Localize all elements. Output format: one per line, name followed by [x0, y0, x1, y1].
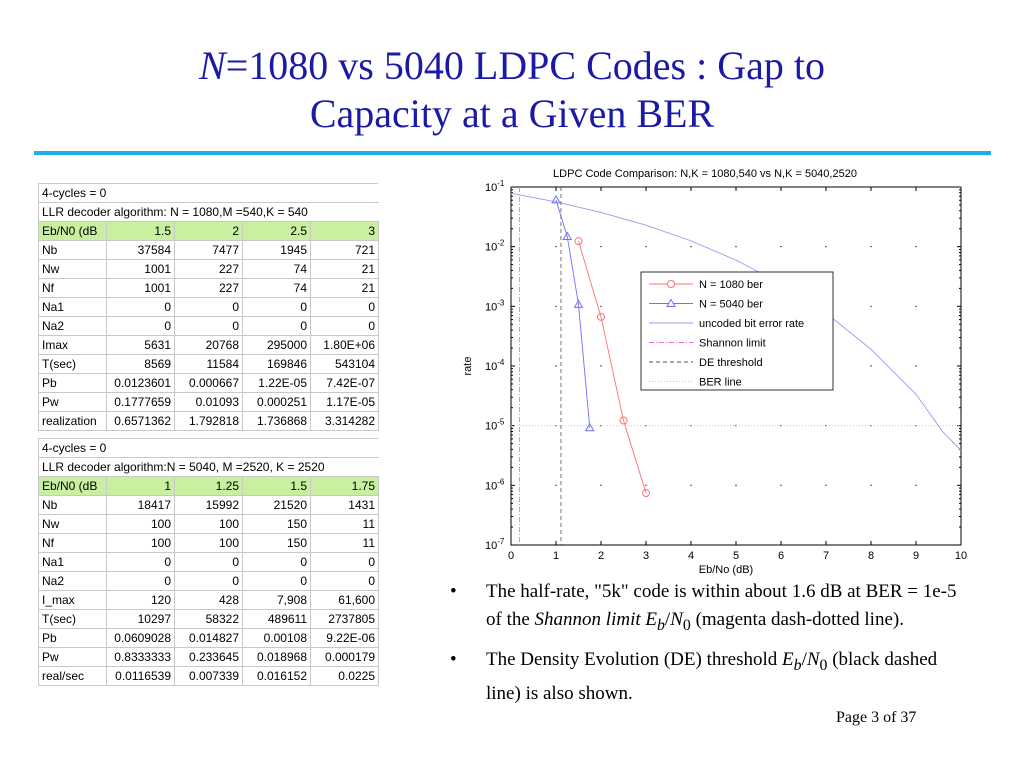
value-cell: 37584 [107, 241, 175, 260]
value-cell: 0 [243, 317, 311, 336]
bullet-1-text-b: (magenta dash-dotted line). [690, 609, 904, 630]
title-n-symbol: N [199, 43, 226, 88]
y-tick-label [485, 477, 505, 492]
x-tick-label: 9 [912, 550, 920, 562]
sheet-header-cell: 4-cycles = 0 [39, 439, 379, 458]
y-tick-exponent: -6 [497, 477, 505, 487]
value-cell: 169846 [243, 355, 311, 374]
sheet-header-row [39, 439, 379, 458]
row-label-cell: Pw [39, 393, 107, 412]
grid-dot [825, 246, 826, 247]
value-cell: 150 [243, 534, 311, 553]
value-cell: 120 [107, 591, 175, 610]
value-cell: 0.018968 [243, 648, 311, 667]
table-row [39, 260, 379, 279]
grid-dot [600, 365, 601, 366]
bullet-dot-1: • [450, 581, 457, 602]
table-row [39, 477, 379, 496]
sheet-header-row [39, 184, 379, 203]
title-line-1 [0, 42, 1024, 90]
n-sub: 0 [682, 616, 691, 634]
value-cell: 5631 [107, 336, 175, 355]
y-axis-label: rate [462, 356, 474, 376]
row-label-cell: Nb [39, 241, 107, 260]
value-cell: 11 [311, 515, 379, 534]
table-row [39, 298, 379, 317]
grid-dot [600, 306, 601, 307]
value-cell: 0 [311, 298, 379, 317]
y-tick-base: 10 [485, 480, 498, 493]
table-row [39, 667, 379, 686]
grid-dot [555, 306, 556, 307]
table-row [39, 572, 379, 591]
value-cell: 0.8333333 [107, 648, 175, 667]
value-cell: 0.0225 [311, 667, 379, 686]
y-tick-base: 10 [485, 540, 498, 552]
value-cell: 1.75 [311, 477, 379, 496]
value-cell: 0 [175, 298, 243, 317]
table-row [39, 534, 379, 553]
grid-dot [915, 485, 916, 486]
value-cell: 0 [175, 553, 243, 572]
y-tick-exponent: -1 [497, 179, 505, 188]
slash: / [664, 609, 671, 630]
grid-dot [555, 365, 556, 366]
x-tick-label: 5 [732, 550, 740, 562]
table-row [39, 591, 379, 610]
value-cell: 18417 [107, 496, 175, 515]
slide-title [0, 42, 1024, 138]
row-label-cell: Na1 [39, 298, 107, 317]
x-tick-label: 8 [867, 550, 875, 562]
table-row [39, 629, 379, 648]
row-label-cell: Imax [39, 336, 107, 355]
row-label-cell: Nf [39, 534, 107, 553]
value-cell: 0 [311, 572, 379, 591]
value-cell: 227 [175, 260, 243, 279]
value-cell: 61,600 [311, 591, 379, 610]
table-row [39, 610, 379, 629]
grid-dot [825, 485, 826, 486]
legend-label: DE threshold [699, 357, 763, 369]
value-cell: 1 [107, 477, 175, 496]
value-cell: 21 [311, 279, 379, 298]
value-cell: 1945 [243, 241, 311, 260]
value-cell: 11 [311, 534, 379, 553]
eb-sub-2: b [793, 656, 802, 674]
table-row [39, 393, 379, 412]
value-cell: 295000 [243, 336, 311, 355]
value-cell: 1.792818 [175, 412, 243, 431]
value-cell: 3 [311, 222, 379, 241]
value-cell: 100 [107, 515, 175, 534]
y-tick-base: 10 [485, 420, 498, 433]
row-label-cell: I_max [39, 591, 107, 610]
value-cell: 7477 [175, 241, 243, 260]
bullet-dot-2: • [450, 648, 457, 670]
grid-dot [600, 485, 601, 486]
table-row [39, 317, 379, 336]
grid-dot [735, 485, 736, 486]
spreadsheet-n1080 [38, 183, 379, 431]
sheet-header-cell: LLR decoder algorithm: N = 1080,M =540,K = 540 [39, 203, 379, 222]
value-cell: 150 [243, 515, 311, 534]
grid-dot [555, 246, 556, 247]
row-label-cell: Nw [39, 515, 107, 534]
value-cell: 1.5 [243, 477, 311, 496]
sheet-header-row [39, 458, 379, 477]
row-label-cell: T(sec) [39, 355, 107, 374]
y-tick-label [485, 298, 505, 313]
y-tick-exponent: -3 [497, 298, 505, 308]
x-tick-label: 7 [822, 550, 830, 562]
value-cell: 227 [175, 279, 243, 298]
y-tick-label [485, 179, 505, 194]
grid-dot [690, 246, 691, 247]
y-tick-base: 10 [485, 301, 498, 314]
grid-dot [645, 485, 646, 486]
row-label-cell: Na2 [39, 317, 107, 336]
grid-dot [915, 246, 916, 247]
sheet-header-cell: LLR decoder algorithm:N = 5040, M =2520, K = 2520 [39, 458, 379, 477]
n-symbol: N [670, 609, 683, 630]
value-cell: 21 [311, 260, 379, 279]
value-cell: 100 [107, 534, 175, 553]
legend-label: uncoded bit error rate [699, 318, 805, 330]
grid-dot [645, 246, 646, 247]
grid-dot [870, 306, 871, 307]
y-tick-label [485, 358, 505, 373]
sheet-header-row [39, 203, 379, 222]
x-tick-label: 1 [552, 550, 560, 562]
row-label-cell: Eb/N0 (dB [39, 222, 107, 241]
value-cell: 428 [175, 591, 243, 610]
value-cell: 0 [175, 317, 243, 336]
value-cell: 0.0609028 [107, 629, 175, 648]
value-cell: 0 [175, 572, 243, 591]
value-cell: 489611 [243, 610, 311, 629]
value-cell: 0.01093 [175, 393, 243, 412]
chart-title: LDPC Code Comparison: N,K = 1080,540 vs N,K = 5040,2520 [553, 168, 857, 180]
value-cell: 0.000667 [175, 374, 243, 393]
bullet-2-text-a: The Density Evolution (DE) threshold [486, 648, 783, 670]
value-cell: 58322 [175, 610, 243, 629]
title-line-1-text: =1080 vs 5040 LDPC Codes : Gap to [225, 43, 825, 88]
title-line-2: Capacity at a Given BER [309, 91, 715, 136]
grid-dot [555, 485, 556, 486]
grid-dot [915, 365, 916, 366]
value-cell: 0 [107, 553, 175, 572]
value-cell: 543104 [311, 355, 379, 374]
value-cell: 0.016152 [243, 667, 311, 686]
row-label-cell: Nb [39, 496, 107, 515]
value-cell: 10297 [107, 610, 175, 629]
x-tick-label: 10 [954, 550, 968, 562]
value-cell: 0.233645 [175, 648, 243, 667]
value-cell: 20768 [175, 336, 243, 355]
y-tick-base: 10 [485, 182, 498, 194]
table-row [39, 374, 379, 393]
x-tick-label: 4 [687, 550, 695, 562]
table-row [39, 515, 379, 534]
row-label-cell: Pb [39, 374, 107, 393]
value-cell: 74 [243, 279, 311, 298]
row-label-cell: Na2 [39, 572, 107, 591]
value-cell: 7.42E-07 [311, 374, 379, 393]
grid-dot [870, 365, 871, 366]
value-cell: 0.007339 [175, 667, 243, 686]
value-cell: 0 [107, 298, 175, 317]
row-label-cell: realization [39, 412, 107, 431]
table-row [39, 355, 379, 374]
value-cell: 1001 [107, 279, 175, 298]
value-cell: 1.736868 [243, 412, 311, 431]
value-cell: 0.1777659 [107, 393, 175, 412]
x-tick-label: 3 [642, 550, 650, 562]
value-cell: 11584 [175, 355, 243, 374]
legend-label: N = 5040 ber [699, 298, 763, 311]
y-tick-base: 10 [485, 241, 498, 254]
value-cell: 8569 [107, 355, 175, 374]
bullet-list [450, 578, 970, 714]
row-label-cell: Nf [39, 279, 107, 298]
row-label-cell: Na1 [39, 553, 107, 572]
value-cell: 1.17E-05 [311, 393, 379, 412]
n-sub-2: 0 [819, 656, 828, 674]
table-row [39, 412, 379, 431]
bullet-item-1 [450, 578, 970, 640]
legend-label: BER line [699, 376, 742, 389]
value-cell: 0 [107, 572, 175, 591]
value-cell: 0.6571362 [107, 412, 175, 431]
table-row [39, 222, 379, 241]
grid-dot [600, 246, 601, 247]
legend-label: Shannon limit [699, 337, 766, 350]
x-axis-label: Eb/No (dB) [698, 564, 754, 576]
value-cell: 721 [311, 241, 379, 260]
value-cell: 2.5 [243, 222, 311, 241]
row-label-cell: T(sec) [39, 610, 107, 629]
value-cell: 1.22E-05 [243, 374, 311, 393]
row-label-cell: Pw [39, 648, 107, 667]
n-symbol-2: N [806, 648, 820, 670]
sheet-header-cell: 4-cycles = 0 [39, 184, 379, 203]
value-cell: 2 [175, 222, 243, 241]
bullet-1-shannon: Shannon limit [534, 609, 641, 630]
value-cell: 3.314282 [311, 412, 379, 431]
table-row [39, 553, 379, 572]
value-cell: 0.00108 [243, 629, 311, 648]
y-tick-label [485, 537, 505, 552]
x-tick-label: 0 [507, 550, 515, 562]
y-tick-label [485, 418, 505, 433]
y-tick-base: 10 [485, 361, 498, 373]
bullet-2-text-b: (black dashed line) is also shown. [486, 648, 938, 704]
table-row [39, 648, 379, 667]
table-row [39, 241, 379, 260]
row-label-cell: Eb/N0 (dB [39, 477, 107, 496]
row-label-cell: Nw [39, 260, 107, 279]
value-cell: 0 [311, 553, 379, 572]
table-row [39, 279, 379, 298]
value-cell: 0 [243, 553, 311, 572]
legend-label: N = 1080 ber [699, 279, 763, 291]
grid-dot [870, 246, 871, 247]
table-row [39, 496, 379, 515]
x-tick-label: 6 [777, 550, 785, 562]
y-tick-label [485, 239, 505, 254]
value-cell: 0 [311, 317, 379, 336]
bullet-item-2 [450, 646, 970, 708]
value-cell: 0 [243, 572, 311, 591]
eb-sub: b [657, 616, 665, 634]
value-cell: 1.25 [175, 477, 243, 496]
bullet-1-text-a: The half-rate, "5k" code is within about 1.6 dB at BER = 1e-5 of the [486, 581, 957, 630]
value-cell: 15992 [175, 496, 243, 515]
value-cell: 1001 [107, 260, 175, 279]
value-cell: 0 [243, 298, 311, 317]
title-divider [34, 151, 991, 155]
grid-dot [690, 485, 691, 486]
row-label-cell: Pb [39, 629, 107, 648]
value-cell: 9.22E-06 [311, 629, 379, 648]
value-cell: 74 [243, 260, 311, 279]
value-cell: 0.000179 [311, 648, 379, 667]
spreadsheet-n5040 [38, 438, 379, 686]
ber-chart [455, 160, 975, 580]
value-cell: 100 [175, 534, 243, 553]
table-row [39, 336, 379, 355]
value-cell: 0.014827 [175, 629, 243, 648]
value-cell: 7,908 [243, 591, 311, 610]
grid-dot [870, 485, 871, 486]
y-tick-exponent: -4 [497, 358, 505, 367]
grid-dot [915, 306, 916, 307]
value-cell: 0.0123601 [107, 374, 175, 393]
value-cell: 0.0116539 [107, 667, 175, 686]
page-number: Page 3 of 37 [836, 709, 917, 726]
value-cell: 1.5 [107, 222, 175, 241]
value-cell: 0 [107, 317, 175, 336]
value-cell: 1431 [311, 496, 379, 515]
y-tick-exponent: -7 [497, 537, 505, 546]
grid-dot [780, 485, 781, 486]
y-tick-exponent: -2 [497, 238, 505, 248]
value-cell: 21520 [243, 496, 311, 515]
row-label-cell: real/sec [39, 667, 107, 686]
eb-symbol: E [645, 609, 657, 630]
legend-marker [668, 281, 675, 288]
value-cell: 0.000251 [243, 393, 311, 412]
slash-2: / [801, 648, 807, 670]
y-tick-exponent: -5 [497, 417, 505, 427]
value-cell: 1.80E+06 [311, 336, 379, 355]
value-cell: 100 [175, 515, 243, 534]
eb-symbol-2: E [782, 648, 794, 670]
value-cell: 2737805 [311, 610, 379, 629]
x-tick-label: 2 [597, 550, 605, 562]
grid-dot [780, 246, 781, 247]
grid-dot [735, 246, 736, 247]
